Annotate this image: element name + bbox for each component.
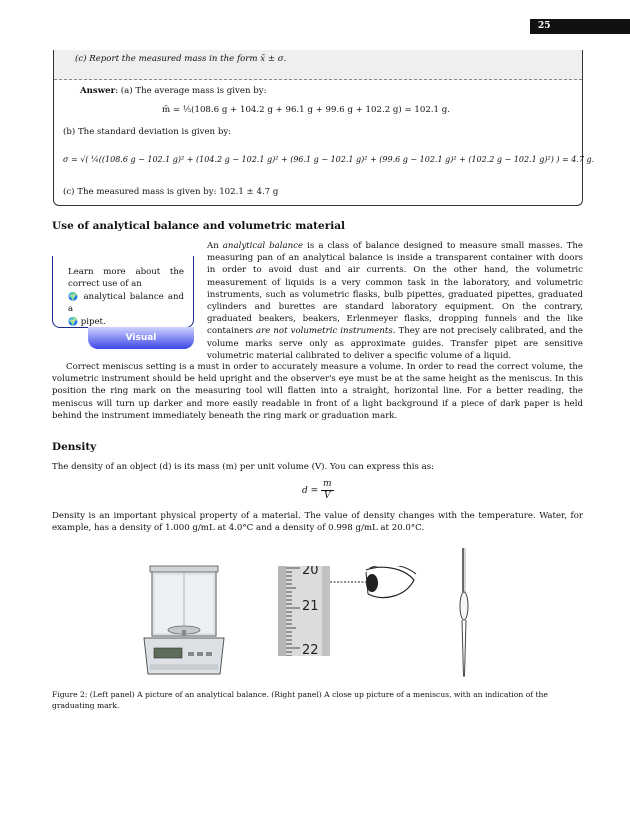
sd-label: (b) The standard deviation is given by:	[63, 127, 232, 137]
pipette-bulb	[460, 592, 468, 620]
side-note-link-balance[interactable]: analytical balance and a	[68, 291, 184, 315]
balance-paragraph-2: Correct meniscus setting is a must in order to accurately measure a volume. In order to read the correct volume, the volumetric instrument should be held upright and the observer's eye must be at the same height as the meniscus. In this position the ring mark on the measuring tool will flatten into a straight, horizontal line. For a better reading, the meniscus will turn up darker and more easily readable in front of a light background if a piece of dark paper is held behind the instrument immediately beneath the ring mark or graduation mark.	[52, 362, 583, 421]
figure-caption: Figure 2: (Left panel) A picture of an analytical balance. (Right panel) A close up picture of a meniscus, with an indication of the graduating mark.	[52, 690, 548, 711]
para-text: An	[207, 241, 223, 251]
answer-label: Answer	[80, 86, 116, 96]
measured-mass-line: (c) The measured mass is given by: 102.1 ± 4.7 g	[63, 187, 279, 197]
term-analytical-balance: analytical balance	[222, 241, 304, 251]
para-text: . They are not precisely calibrated, and the volume marks serve only as approximate guides. Transfer pipet are sensitive volumetric material calibrated to deliver a specific volume of a liquid.	[207, 326, 583, 361]
globe-icon[interactable]: 🌍	[68, 316, 78, 326]
scale-label-22: 22	[302, 643, 319, 656]
example-prompt-band	[54, 50, 582, 80]
answer-a-text: : (a) The average mass is given by:	[115, 86, 267, 96]
density-paragraph-1: The density of an object (d) is its mass (m) per unit volume (V). You can express this as:	[52, 462, 435, 472]
page-number: 25	[530, 19, 630, 34]
section-heading-density: Density	[52, 441, 97, 453]
fraction-numerator: m	[323, 479, 332, 489]
sigma-equation: σ = √( ¼((108.6 g − 102.1 g)² + (104.2 g − 102.1 g)² + (96.1 g − 102.1 g)² + (99.6 g − 102.1 g)² + (102.2 g − 102.1 g)²) ) = 4.7 g.	[63, 155, 595, 164]
term-not-volumetric: are not volumetric instruments	[256, 326, 393, 337]
scale-label-20: 20	[302, 566, 319, 578]
balance-top	[150, 566, 218, 572]
side-note-text-1: Learn more about the correct use of an	[68, 267, 184, 290]
density-eq-lhs: d =	[302, 485, 319, 496]
analytical-balance-image	[140, 556, 228, 680]
balance-display	[154, 648, 182, 658]
globe-icon[interactable]: 🌍	[68, 291, 80, 301]
meniscus-closeup-image	[278, 566, 418, 656]
balance-paragraph-1	[207, 240, 583, 362]
visual-side-note[interactable]	[52, 256, 194, 350]
side-note-text	[68, 266, 184, 328]
answer-line	[80, 85, 266, 97]
mean-equation: m̄ = ⅕(108.6 g + 104.2 g + 96.1 g + 99.6 g + 102.2 g) = 102.1 g.	[162, 105, 450, 115]
section-heading-balance: Use of analytical balance and volumetric material	[52, 220, 346, 232]
para-text: is a class of balance designed to measure small masses. The measuring pan of an analytical balance is inside a transparent container with doors in order to avoid dust and air currents. On the other hand, the volumetric measurement of liquids is a very common task in the laboratory, and volumetric instruments, such as volumetric flasks, bulb pipettes, graduated pipettes, graduated cylinders and burettes are standard laboratory equipment. On the contrary, graduated beakers, beakers, Erlenmeyer flasks, dropping funnels and the like containers	[207, 241, 584, 337]
part-c-prompt: (c) Report the measured mass in the form x̄ ± σ.	[75, 54, 287, 64]
density-paragraph-2: Density is an important physical property of a material. The value of density changes with the temperature. Water, for example, has a density of 1.000 g/mL at 4.0°C and a density of 0.998 g/mL at 20.0°C.	[52, 511, 583, 534]
visual-tab[interactable]: Visual	[88, 327, 194, 349]
fraction-denominator: V	[324, 490, 331, 501]
density-fraction	[321, 479, 334, 502]
density-equation	[302, 479, 334, 502]
pipette-image	[452, 548, 476, 678]
eye-icon	[366, 566, 416, 598]
side-note-link-pipet[interactable]: pipet.	[80, 316, 106, 327]
scale-label-21: 21	[302, 599, 319, 614]
example-box	[53, 50, 595, 206]
